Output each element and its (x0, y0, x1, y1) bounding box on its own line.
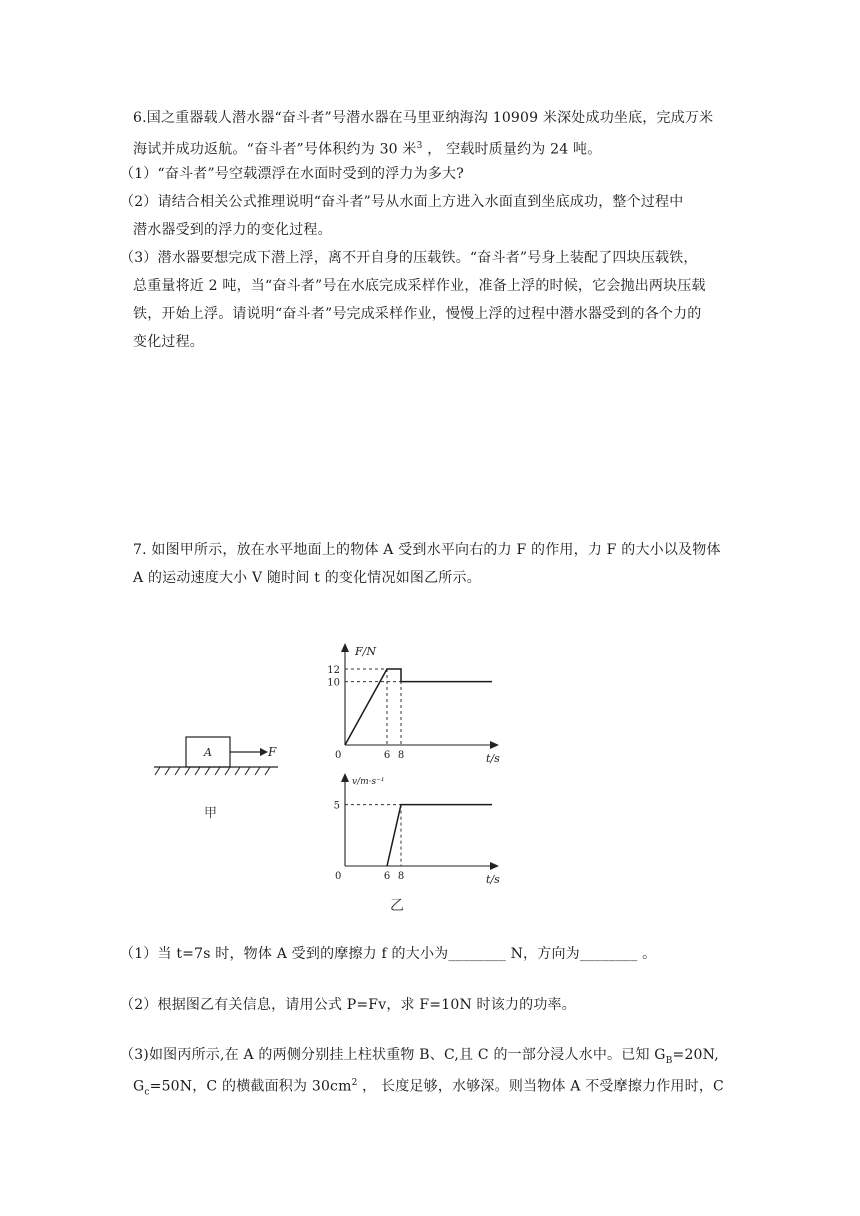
figure-yi-caption: 乙 (390, 898, 404, 914)
q7-sub3-gc: G (133, 1078, 145, 1095)
f-x-label: t/s (486, 752, 500, 765)
chart1-y-tick-12: 12 (327, 665, 340, 676)
q7-sub3-text2-tail: ， 长度足够，水够深。则当物体 A 不受摩擦力作用时，C (362, 1078, 724, 1095)
v-y-label: v/m·s⁻¹ (352, 777, 385, 787)
q7-sub2: （2）根据图乙有关信息，请用公式 P=Fv，求 F=10N 时该力的功率。 (120, 997, 576, 1013)
q6-intro-line2 (133, 132, 733, 164)
q7-sub3-gc-subscript: c (144, 1087, 150, 1098)
q6-sub3-line2: 总重量将近 2 吨，当“奋斗者”号在水底完成采样作业，准备上浮的时候，它会抛出两块压载 (133, 278, 706, 294)
q6-sub3-line1: （3）潜水器要想完成下潜上浮，离不开自身的压载铁。“奋斗者”号身上装配了四块压载铁， (120, 250, 698, 266)
chart1-series-line (345, 669, 492, 745)
ground-hatching (155, 767, 270, 775)
v-origin-label: 0 (335, 871, 342, 882)
chart2-x-tick-8: 8 (397, 871, 405, 882)
force-label: F (268, 745, 277, 759)
q6-intro-tail: ， 空载时质量约为 24 吨。 (427, 141, 602, 158)
f-y-label: F/N (355, 645, 376, 658)
q7-sub3-area-exponent: 2 (351, 1078, 358, 1088)
f-origin-label: 0 (335, 750, 342, 761)
chart-force-time (320, 640, 510, 770)
v-x-axis-arrow (490, 862, 499, 870)
block-a-label: A (204, 746, 212, 759)
q6-intro-text: 海试并成功返航。“奋斗者”号体积约为 30 米 (133, 141, 417, 158)
q6-sub3-line4: 变化过程。 (133, 334, 204, 350)
f-y-axis-arrow (341, 643, 349, 652)
q7-sub3-line2 (133, 1069, 743, 1106)
figure-jia-caption: 甲 (204, 806, 218, 821)
q7-sub1: （1）当 t=7s 时，物体 A 受到的摩擦力 f 的大小为________ N，方向为________ 。 (120, 946, 657, 962)
v-x-label: t/s (486, 873, 500, 886)
chart1-x-tick-8: 8 (397, 750, 405, 761)
q6-intro-line1: 6.国之重器载人潜水器“奋斗者”号潜水器在马里亚纳海沟 10909 米深处成功坐底，完成万米 (133, 110, 714, 126)
q7-sub3-text2: =50N，C 的横截面积为 30cm (149, 1078, 352, 1095)
chart2-y-tick-5: 5 (333, 800, 340, 812)
q6-sub1: （1）“奋斗者”号空载漂浮在水面时受到的浮力为多大? (120, 166, 464, 182)
q6-sub2-line2: 潜水器受到的浮力的变化过程。 (133, 222, 332, 238)
q7-sub3-gb-subscript: B (665, 1055, 673, 1066)
q7-intro-line2: A 的运动速度大小 V 随时间 t 的变化情况如图乙所示。 (133, 570, 481, 586)
f-x-axis-arrow (490, 741, 499, 749)
figure-jia (140, 725, 290, 825)
q6-volume-exponent: 3 (416, 141, 423, 151)
chart2-series-line (387, 805, 492, 866)
force-arrowhead (260, 748, 268, 756)
chart1-x-tick-6: 6 (383, 750, 391, 761)
q7-intro-line1: 7. 如图甲所示，放在水平地面上的物体 A 受到水平向右的力 F 的作用，力 F 的大小以及物体 (133, 542, 721, 558)
chart2-x-tick-6: 6 (383, 871, 391, 882)
q7-sub3-text1-tail: =20N, (672, 1047, 719, 1063)
q7-sub3-text1: （3)如图丙所示,在 A 的两侧分别挂上柱状重物 B、C,且 C 的一部分浸人水中。已知 G (120, 1047, 666, 1063)
chart1-y-tick-10: 10 (327, 677, 340, 689)
q6-sub3-line3: 铁，开始上浮。请说明“奋斗者”号完成采样作业，慢慢上浮的过程中潜水器受到的各个力的 (133, 306, 702, 322)
v-y-axis-arrow (341, 773, 349, 782)
chart-velocity-time (320, 768, 510, 893)
q6-sub2-line1: （2）请结合相关公式推理说明“奋斗者”号从水面上方进入水面直到坐底成功，整个过程中 (120, 194, 684, 210)
